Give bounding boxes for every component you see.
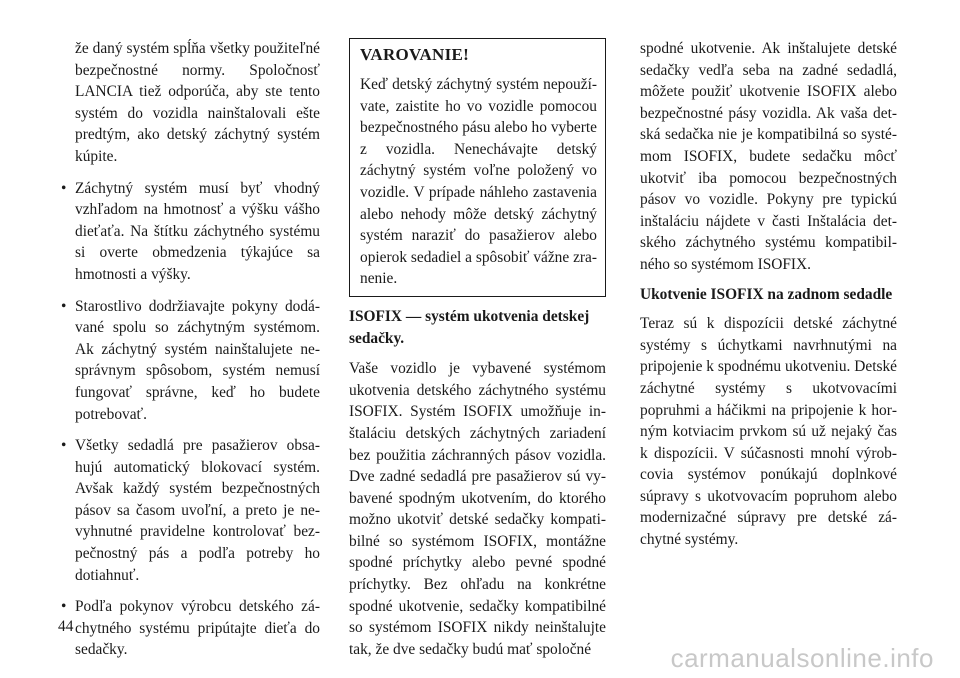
section-paragraph: Vaše vozidlo je vybavené systémom ukotvenia detského záchytného systému ISOFIX. Systém ISOFIX umožňuje inštaláciu detských záchytných zariadení bez použitia záchranných pásov vozidla. Dve zadné sedadlá pre pasažierov sú vybavené spodným ukotvením, do ktorého možno ukotviť detské sedačky kompatibilné so systémom ISOFIX, montážne spodné príchytky alebo pevné spodné príchytky. Bez ohľadu na konkrétne spodné ukotvenie, sedačky kompatibilné so systémom ISOFIX nikdy neinštalujte tak, že dve sedačky budú mať spoločné: [349, 360, 606, 658]
column-right: [640, 38, 897, 551]
bullet-icon: •: [61, 437, 67, 455]
watermark: carmanualsonline.info: [670, 643, 934, 673]
page-number: 44: [58, 618, 74, 635]
bullet-text: Všetky sedadlá pre pasažierov obsahujú automatický blokovací systém. Avšak každý systém bezpečnostných pásov sa časom uvoľní, a preto je nevyhnutné pravidelne kontrolovať bezpečnostný pás a podľa potreby ho dotiahnuť.: [75, 437, 320, 584]
column-middle: [349, 38, 606, 660]
warning-box: [349, 38, 606, 297]
bullet-item: [58, 296, 320, 426]
warning-text: Keď detský záchytný systém nepoužívate, zaistite ho vo vozidle pomocou bezpečnostného pásu alebo ho vyberte z vozidla. Nenechávajte detský záchytný systém voľne položený vo vozidle. V prípade náhleho zastavenia alebo nehody môže detský záchytný systém naraziť do pasažierov alebo opierok sedadiel a spôsobiť vážne zranenie.: [360, 76, 597, 288]
bullet-icon: •: [61, 598, 67, 616]
warning-title: VAROVANIE!: [360, 45, 470, 64]
bullet-icon: •: [61, 297, 67, 315]
bullet-text: Záchytný systém musí byť vhodný vzhľadom na hmotnosť a výšku vášho dieťaťa. Na štítku záchytného systému si overte obmedzenia týkajúce sa hmotnosti a výšky.: [75, 179, 320, 283]
section-heading-rear-seat: Ukotvenie ISOFIX na zadnom sedadle: [640, 285, 893, 303]
bullet-text: Podľa pokynov výrobcu detského záchytného systému pripútajte dieťa do sedačky.: [75, 598, 320, 659]
bullet-item: [58, 178, 320, 286]
section-heading-isofix: ISOFIX — systém ukotvenia detskej sedačky.: [349, 307, 590, 347]
bullet-item: [58, 435, 320, 586]
bullet-list: [58, 178, 320, 661]
continuation-text: že daný systém spĺňa všetky použiteľné bezpečnostné normy. Spoločnosť LANCIA tiež odporúča, aby ste tento systém do vozidla nainštalovali ešte predtým, ako detský záchytný systém kúpite.: [75, 40, 320, 165]
column-left: [58, 38, 320, 661]
bullet-item: [58, 596, 320, 661]
bullet-text: Starostlivo dodržiavajte pokyny dodávané spolu so záchytným systémom. Ak záchytný systém nainštalujete nesprávnym spôsobom, systém nemusí fungovať správne, keď ho budete potrebovať.: [75, 297, 320, 423]
bullet-icon: •: [61, 179, 67, 197]
continuation-text: spodné ukotvenie. Ak inštalujete detské sedačky vedľa seba na zadné sedadlá, môžete použiť ukotvenie ISOFIX alebo bezpečnostné pásy vozidla. Ak vaša detská sedačka nie je kompatibilná so systémom ISOFIX, budete sedačku môcť ukotviť iba pomocou bezpečnostných pásov vo vozidle. Pokyny pre typickú inštaláciu nájdete v časti Inštalácia detského záchytného systému kompatibilného so systémom ISOFIX.: [640, 40, 897, 273]
section-paragraph: Teraz sú k dispozícii detské záchytné systémy s úchytkami navrhnutými na pripojenie k spodnému ukotveniu. Detské záchytné systémy s ukotvovacími popruhmi a háčikmi na pripojenie k horným kotviacim prvkom sú už nejaký čas k dispozícii. V súčasnosti mnohí výrobcovia systémov ponúkajú doplnkové súpravy s ukotvovacím popruhom alebo modernizačné súpravy pre detské záchytné systémy.: [640, 315, 897, 549]
